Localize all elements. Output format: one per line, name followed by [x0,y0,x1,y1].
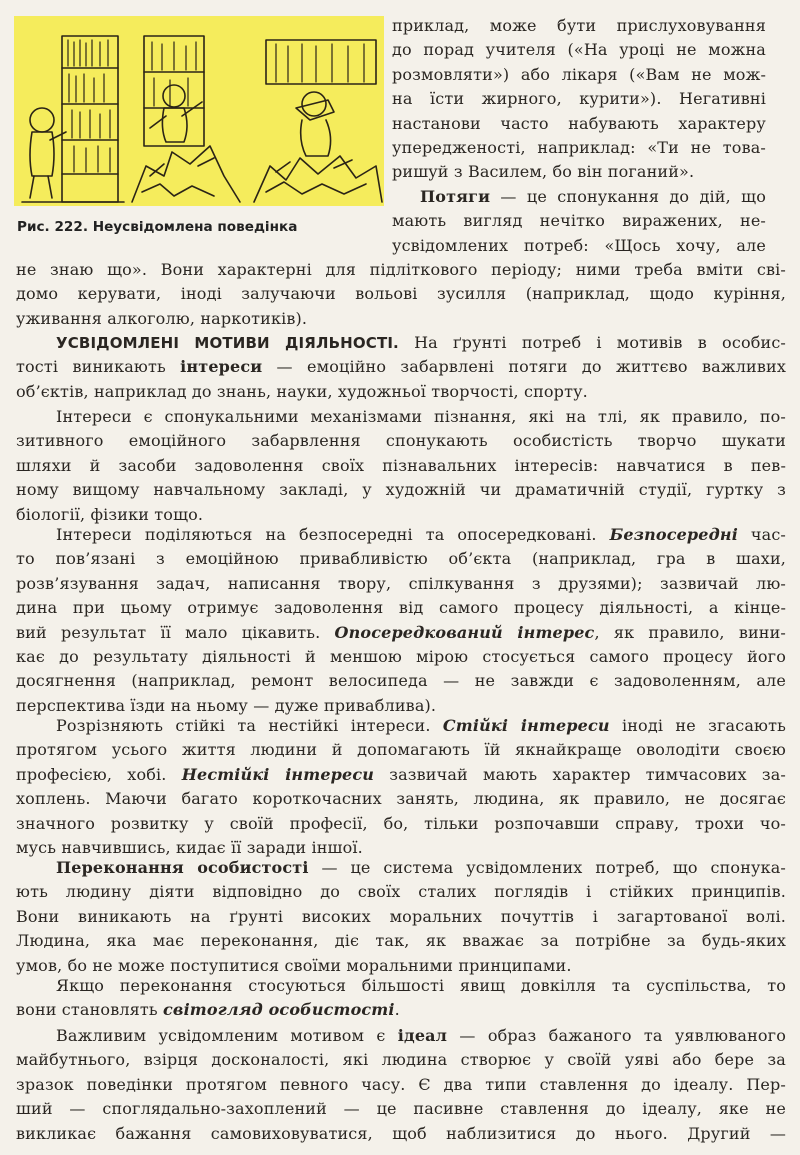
text-line [16,998,786,1022]
text-fragment: Інтереси поділяються на безпосередні та опосередковані. [56,525,610,544]
text-fragment: — це спонукання до дій, що [490,187,766,206]
text-line [392,185,766,209]
text-line [16,331,786,355]
text-line: то пов’язані з емоційною привабливістю об’єкта (наприклад, гра в шахи, [16,549,786,569]
text-fragment: професією, хобі. [16,764,182,784]
text-line: розв’язування задач, написання твору, спілкування з друзями); зазвичай лю- [16,573,786,593]
text-fragment: тості виникають [16,357,181,377]
text-fragment: — образ бажаного та уявлюваного [447,1026,786,1045]
text-line: розмовляти») або лікаря («Вам не мож- [392,64,766,84]
text-line: дина при цьому отримує задоволення від самого процесу діяльності, а кінце- [16,598,786,618]
text-line: ному вищому навчальному закладі, у художній чи драматичній студії, гуртку з [16,480,786,500]
text-line: домо керувати, іноді залучаючи вольові зусилля (наприклад, щодо куріння, [16,284,786,304]
text-line [16,621,786,645]
text-line: умов, бо не може поступитися своїми моральними принципами. [16,955,572,975]
text-line: не знаю що». Вони характерні для підліткового періоду; ними треба вміти сві- [16,260,786,279]
children-with-books-drawing [14,16,384,206]
text-line: кає до результату діяльності й меншою мірою стосується самого процесу його [16,647,786,667]
paragraph-direct-interests [16,523,786,718]
term-stable: Стійкі інтереси [442,716,610,735]
text-line: біології, фізики тощо. [16,504,204,524]
section-heading: УСВІДОМЛЕНІ МОТИВИ ДІЯЛЬНОСТІ. [56,334,399,352]
text-fragment: , як правило, вини- [594,622,786,642]
text-line: ришуй з Василем, бо він поганий». [392,162,695,182]
text-line: досягнення (наприклад, ремонт велосипеда — не завжди є задоволенням, але [16,671,786,691]
text-line: хоплень. Маючи багато короткочасних занять, людина, як правило, не досягає [16,789,786,809]
text-line: настанови часто набувають характеру [392,113,766,133]
paragraph-interests [16,405,786,527]
text-fragment: На ґрунті потреб і мотивів в особис- [398,333,786,352]
text-fragment: — це система усвідомлених потреб, що спонука- [308,858,786,877]
term-unstable: Нестійкі інтереси [181,764,374,784]
term-convictions: Переконання особистості [56,858,309,877]
text-line: шляхи й засоби задоволення своїх пізнавальних інтересів: навчатися в пев- [16,455,786,475]
term-interests: інтереси [180,357,263,377]
text-line: протягом усього життя людини й допомагають їй якнайкраще оволодіти своєю [16,740,786,760]
text-line: зразок поведінки протягом певного часу. Є два типи ставлення до ідеалу. Пер- [16,1074,786,1094]
text-line [16,856,786,880]
term-mediated: Опосередкований інтерес [334,622,595,642]
paragraph-motives [16,331,786,404]
text-line: викликає бажання самовиховуватися, щоб наблизитися до нього. Другий — [16,1123,786,1143]
text-line: мають вигляд нечітко виражених, не- [392,211,766,231]
term-potyagy: Потяги [420,187,491,206]
text-line: ють людину діяти відповідно до своїх сталих поглядів і стійких принципів. [16,882,786,902]
paragraph-ideal [16,1024,786,1146]
paragraph-convictions [16,856,786,978]
right-column-text [392,14,772,185]
text-fragment: Важливим усвідомленим мотивом є [56,1026,398,1045]
text-fragment: зазвичай мають характер тимчасових за- [374,764,786,784]
text-line [16,763,786,787]
paragraph-potyagy-cont [16,258,786,331]
figure-caption: Рис. 222. Неусвідомлена поведінка [17,219,298,235]
text-line: Вони виникають на ґрунті високих моральних почуттів і загартованої волі. [16,906,786,926]
text-line: Людина, яка має переконання, діє так, як вважає за потрібне за будь-яких [16,931,786,951]
text-fragment: іноді не згасають [609,716,786,735]
text-line: Якщо переконання стосуються більшості явищ довкілля та суспільства, то [56,976,786,995]
text-fragment: вони становлять [16,1000,164,1020]
text-line [16,523,786,547]
text-line: мусь навчившись, кидає її заради іншої. [16,838,363,858]
text-line: ший — споглядально-захоплений — це пасивне ставлення до ідеалу, яке не [16,1099,786,1119]
text-line [16,714,786,738]
term-ideal: ідеал [397,1026,448,1045]
text-fragment: час- [737,525,786,544]
text-line: зитивного емоційного забарвлення спонукають особистість творчо шукати [16,431,786,451]
text-line: значного розвитку у своїй професії, бо, тільки розпочавши справу, трохи чо- [16,813,786,833]
term-direct: Безпосередні [609,525,738,544]
text-line [16,1024,786,1048]
term-worldview: світогляд особистості [163,1000,395,1020]
text-line: Інтереси є спонукальними механізмами пізнання, які на тлі, як правило, по- [56,407,786,426]
text-line: уживання алкоголю, наркотиків). [16,308,308,328]
paragraph-worldview [16,974,786,1023]
text-line: майбутнього, взірця досконалості, які людина створює у своїй уяві або бере за [16,1050,786,1070]
paragraph-stable-interests [16,714,786,860]
text-line: упередженості, наприклад: «Ти не това- [392,138,766,158]
text-line: до порад учителя («На уроці не можна [392,40,766,60]
text-fragment: . [394,1000,400,1020]
text-line: на їсти жирного, курити»). Негативні [392,89,766,109]
text-fragment: Розрізняють стійкі та нестійкі інтереси. [56,716,443,735]
text-fragment: вий результат її мало цікавить. [16,622,335,642]
figure-illustration [14,16,384,206]
text-line: перспектива їзди на ньому — дуже приваблива). [16,695,437,715]
text-line: усвідомлених потреб: «Щось хочу, але [392,235,766,255]
text-line: приклад, може бути прислуховування [392,16,766,35]
text-line [16,355,786,379]
text-fragment: — емоційно забарвлені потяги до життєво важливих [262,357,786,377]
text-line: об’єктів, наприклад до знань, науки, художньої творчості, спорту. [16,381,588,401]
paragraph-potyagy [392,185,772,258]
